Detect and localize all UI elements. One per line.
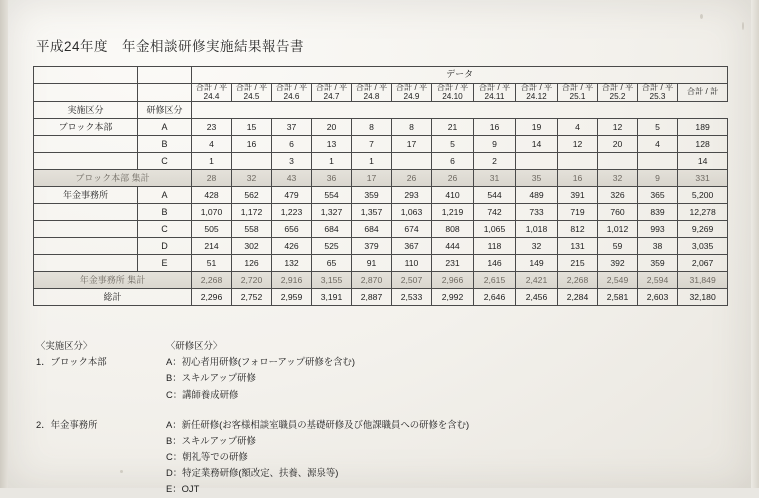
cell: 1,065 [474,221,516,238]
cell-total: 189 [678,119,728,136]
cell: 1,172 [232,204,272,221]
cell: 17 [352,170,392,187]
header-col-0: 合計 / 平 24.4 [192,84,232,102]
header-corner-blank-1 [34,67,138,84]
cell: 131 [558,238,598,255]
header-col-4: 合計 / 平 24.8 [352,84,392,102]
cell: 6 [432,153,474,170]
cell: 6 [272,136,312,153]
page-title: 平成24年度 年金相談研修実施結果報告書 [36,39,305,54]
group-label-block-hq: ブロック本部 [34,119,138,136]
table-grand-total-row [34,289,728,306]
cell [598,153,638,170]
cell: 3 [272,153,312,170]
cell: 17 [392,136,432,153]
cell-total: 5,200 [678,187,728,204]
legend-item: A：新任研修(お客様相談室職員の基礎研修及び他課職員への研修を含む) [166,418,470,430]
legend-item: C：朝礼等での研修 [166,451,248,463]
cell: 428 [192,187,232,204]
cell: 993 [638,221,678,238]
cell: 32 [232,170,272,187]
cell: 9 [474,136,516,153]
cell: 214 [192,238,232,255]
cell: 12 [558,136,598,153]
cell [638,153,678,170]
header-col-2: 合計 / 平 24.6 [272,84,312,102]
cell: 8 [392,119,432,136]
cell: 43 [272,170,312,187]
cell: 391 [558,187,598,204]
cell: 2,966 [432,272,474,289]
row-class: A [138,187,192,204]
header-col-3: 合計 / 平 24.7 [312,84,352,102]
cell: 2,603 [638,289,678,306]
cell: 4 [192,136,232,153]
row-class: B [138,204,192,221]
legend-group-2-items [166,417,469,498]
row-label-blank [34,221,138,238]
header-col-10: 合計 / 平 25.2 [598,84,638,102]
cell: 1,327 [312,204,352,221]
cell: 3,155 [312,272,352,289]
cell: 839 [638,204,678,221]
cell: 126 [232,255,272,272]
cell: 65 [312,255,352,272]
cell: 2,268 [192,272,232,289]
cell: 562 [232,187,272,204]
cell: 359 [638,255,678,272]
cell: 110 [392,255,432,272]
row-class: D [138,238,192,255]
cell: 132 [272,255,312,272]
legend-group-2-label: 2．年金事務所 [36,418,98,430]
header-col-6: 合計 / 平 24.10 [432,84,474,102]
cell: 12 [598,119,638,136]
table-header-row-1 [34,67,728,84]
cell: 544 [474,187,516,204]
cell: 808 [432,221,474,238]
legend-item: D：特定業務研修(額改定、扶養、源泉等) [166,467,339,479]
header-col-11: 合計 / 平 25.3 [638,84,678,102]
cell: 1,018 [516,221,558,238]
cell: 7 [352,136,392,153]
legend-group-1-items [166,354,355,403]
cell: 2,959 [272,289,312,306]
table-row [34,136,728,153]
legend-group-1-label: 1．ブロック本部 [36,356,107,368]
table-subtotal-row [34,170,728,187]
results-table [33,66,728,306]
cell: 2,720 [232,272,272,289]
cell: 558 [232,221,272,238]
table-row [34,119,728,136]
header-col-1: 合計 / 平 24.5 [232,84,272,102]
cell: 38 [638,238,678,255]
row-label-blank [34,136,138,153]
legend-item: A：初心者用研修(フォローアップ研修を含む) [166,356,356,368]
table-row [34,255,728,272]
cell-total: 128 [678,136,728,153]
cell: 21 [432,119,474,136]
cell: 1,357 [352,204,392,221]
cell: 51 [192,255,232,272]
header-data-label: データ [192,67,728,84]
legend-heading-right: 〈研修区分〉 [166,340,223,351]
row-class: C [138,221,192,238]
cell: 2,615 [474,272,516,289]
cell: 26 [432,170,474,187]
cell: 2,268 [558,272,598,289]
header-corner-blank-2 [138,67,192,84]
cell: 426 [272,238,312,255]
cell: 59 [598,238,638,255]
cell: 5 [638,119,678,136]
legend-heading-left: 〈実施区分〉 [36,340,93,351]
scan-speck [742,22,744,30]
cell: 656 [272,221,312,238]
cell: 410 [432,187,474,204]
cell: 326 [598,187,638,204]
scan-speck [700,14,703,19]
cell: 1 [312,153,352,170]
page-edge-right [751,0,759,488]
header-training-category [138,84,192,102]
cell: 302 [232,238,272,255]
cell-total: 31,849 [678,272,728,289]
cell: 812 [558,221,598,238]
row-class: E [138,255,192,272]
header-col-5: 合計 / 平 24.9 [392,84,432,102]
cell: 2,296 [192,289,232,306]
row-class: B [138,136,192,153]
row-label-blank [34,255,138,272]
cell: 684 [352,221,392,238]
cell: 2,887 [352,289,392,306]
cell: 2,284 [558,289,598,306]
cell: 525 [312,238,352,255]
table-row [34,221,728,238]
table-header-row-2 [34,84,728,102]
legend-item: E：OJT [166,483,200,495]
header-col-total: 合計 / 計 [678,84,728,102]
cell: 31 [474,170,516,187]
cell: 36 [312,170,352,187]
table-subtotal-row [34,272,728,289]
cell-total: 2,067 [678,255,728,272]
cell: 32 [516,238,558,255]
cell: 505 [192,221,232,238]
cell: 20 [312,119,352,136]
cell: 2,752 [232,289,272,306]
cell: 489 [516,187,558,204]
cell [232,153,272,170]
table-row [34,238,728,255]
cell: 3,191 [312,289,352,306]
legend-item: C：講師養成研修 [166,388,239,400]
cell: 14 [516,136,558,153]
legend-group-1 [36,354,469,403]
row-class: A [138,119,192,136]
cell: 1,012 [598,221,638,238]
legend-item: B：スキルアップ研修 [166,434,256,446]
cell: 554 [312,187,352,204]
cell-total: 331 [678,170,728,187]
cell: 32 [598,170,638,187]
cell: 149 [516,255,558,272]
cell: 674 [392,221,432,238]
cell: 5 [432,136,474,153]
results-table-container [33,66,725,306]
cell: 1,063 [392,204,432,221]
cell: 215 [558,255,598,272]
cell: 8 [352,119,392,136]
cell-total: 14 [678,153,728,170]
cell-total: 12,278 [678,204,728,221]
header-col-9: 合計 / 平 25.1 [558,84,598,102]
cell: 4 [638,136,678,153]
cell: 359 [352,187,392,204]
cell: 37 [272,119,312,136]
table-row [34,204,728,221]
cell: 1,070 [192,204,232,221]
table-header-row-3 [34,102,728,119]
cell: 35 [516,170,558,187]
cell: 13 [312,136,352,153]
cell: 2,581 [598,289,638,306]
row-label-blank [34,153,138,170]
row-label-blank [34,238,138,255]
cell: 2,456 [516,289,558,306]
legend-headings [36,338,469,354]
subtotal-label: ブロック本部 集計 [34,170,192,187]
cell: 379 [352,238,392,255]
cell: 2,549 [598,272,638,289]
cell: 392 [598,255,638,272]
cell: 684 [312,221,352,238]
cell: 16 [474,119,516,136]
cell [558,153,598,170]
cell [516,153,558,170]
cell: 2,916 [272,272,312,289]
legend-item: B：スキルアップ研修 [166,372,256,384]
header-col-8: 合計 / 平 24.12 [516,84,558,102]
cell: 2,992 [432,289,474,306]
row-class: C [138,153,192,170]
cell: 15 [232,119,272,136]
cell: 19 [516,119,558,136]
cell: 91 [352,255,392,272]
cell: 146 [474,255,516,272]
cell: 293 [392,187,432,204]
table-row [34,187,728,204]
group-label-pension-office: 年金事務所 [34,187,138,204]
cell: 28 [192,170,232,187]
cell: 444 [432,238,474,255]
subtotal-label: 年金事務所 集計 [34,272,192,289]
cell: 2,870 [352,272,392,289]
cell: 20 [598,136,638,153]
cell: 23 [192,119,232,136]
cell: 365 [638,187,678,204]
cell: 733 [516,204,558,221]
cell-total: 32,180 [678,289,728,306]
cell: 1,219 [432,204,474,221]
cell: 2 [474,153,516,170]
cell: 1 [352,153,392,170]
grand-total-label: 総計 [34,289,192,306]
cell: 2,594 [638,272,678,289]
row-label-blank [34,204,138,221]
cell: 16 [558,170,598,187]
cell: 760 [598,204,638,221]
cell-total: 3,035 [678,238,728,255]
header-implementation-category-label: 実施区分 [34,102,138,119]
header-spacer [192,102,728,119]
legend-group-2 [36,417,469,498]
header-training-category-label: 研修区分 [138,102,192,119]
cell: 742 [474,204,516,221]
cell: 2,646 [474,289,516,306]
cell: 719 [558,204,598,221]
cell: 2,507 [392,272,432,289]
cell: 231 [432,255,474,272]
cell: 26 [392,170,432,187]
table-row [34,153,728,170]
legend-block [36,338,469,498]
cell: 1,223 [272,204,312,221]
cell: 118 [474,238,516,255]
cell: 16 [232,136,272,153]
cell: 2,421 [516,272,558,289]
cell: 367 [392,238,432,255]
cell: 9 [638,170,678,187]
header-col-7: 合計 / 平 24.11 [474,84,516,102]
header-implementation-category [34,84,138,102]
cell: 2,533 [392,289,432,306]
cell: 479 [272,187,312,204]
cell [392,153,432,170]
cell-total: 9,269 [678,221,728,238]
cell: 1 [192,153,232,170]
cell: 4 [558,119,598,136]
